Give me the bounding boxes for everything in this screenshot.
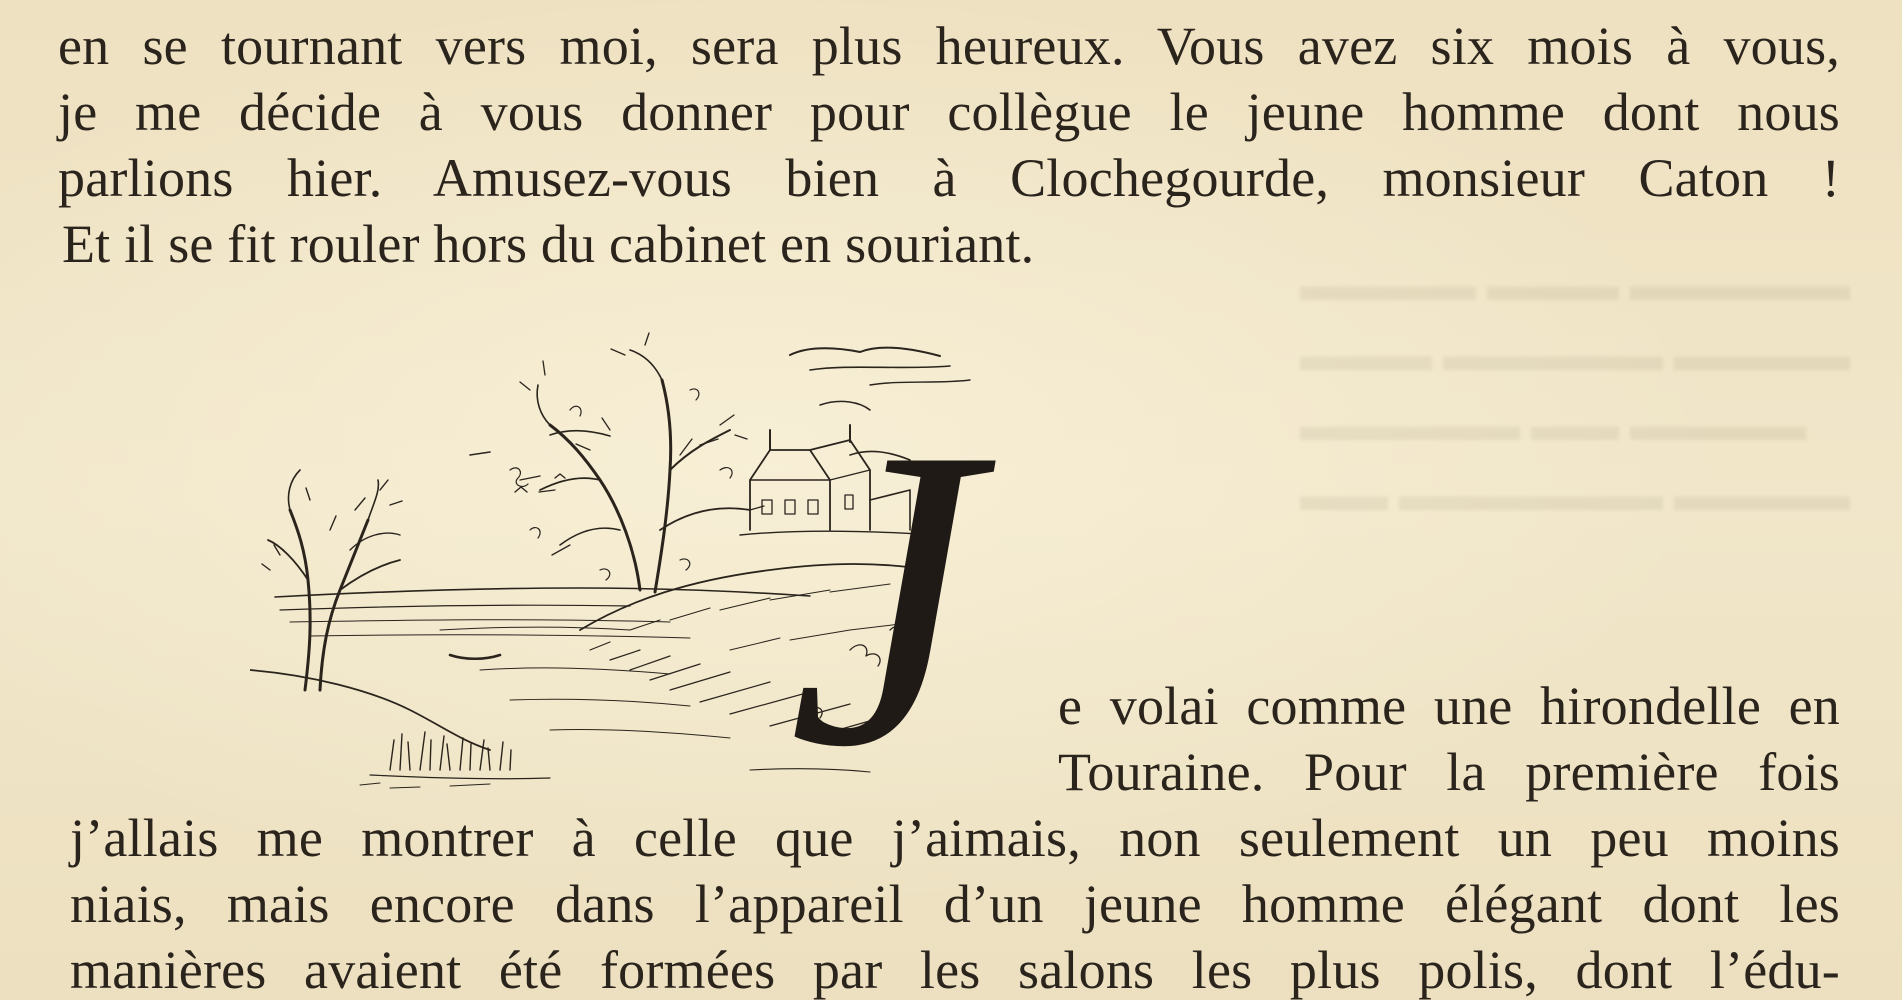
text-line-7: j’allais me montrer à celle que j’aimais, non seulement un peu moins [70, 808, 1840, 868]
show-through-mark: ▬▬▬▬ ▬▬▬ ▬▬▬▬▬ [1300, 261, 1850, 310]
text-line-3: parlions hier. Amusez-vous bien à Clochegourde, monsieur Caton ! [58, 148, 1840, 208]
show-through-mark: ▬▬ ▬▬▬▬▬▬ ▬▬▬▬ [1300, 471, 1850, 520]
show-through-mark: ▬▬▬ ▬▬▬▬▬ ▬▬▬▬ [1300, 331, 1850, 380]
text-line-5: e volai comme une hirondelle en [1058, 676, 1840, 736]
text-line-8: niais, mais encore dans l’appareil d’un jeune homme élégant dont les [70, 874, 1840, 934]
text-line-4: Et il se fit rouler hors du cabinet en souriant. [62, 214, 1035, 274]
dropcap-letter: J [788, 360, 979, 836]
show-through-mark: ▬▬▬▬▬ ▬▬ ▬▬▬▬ [1300, 401, 1806, 450]
text-line-9: manières avaient été formées par les salons les plus polis, dont l’édu- [70, 940, 1840, 1000]
text-line-2: je me décide à vous donner pour collègue le jeune homme dont nous [58, 82, 1840, 142]
text-line-1: en se tournant vers moi, sera plus heureux. Vous avez six mois à vous, [58, 16, 1840, 76]
text-line-6: Touraine. Pour la première fois [1058, 742, 1840, 802]
